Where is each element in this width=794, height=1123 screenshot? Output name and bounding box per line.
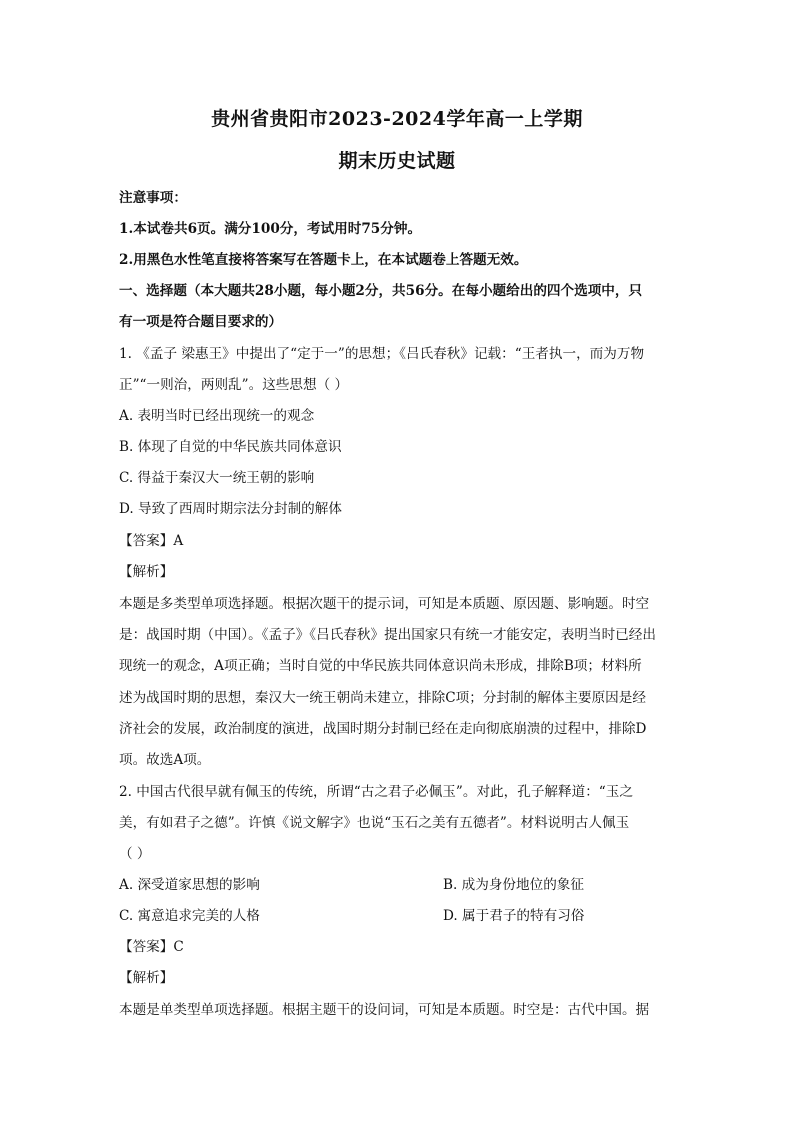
question-2-analysis-label: 【解析】 xyxy=(119,970,174,986)
question-1-analysis-line: 济社会的发展，政治制度的演进，战国时期分封制已经在走向彻底崩溃的过程中，排除D xyxy=(119,721,647,737)
question-1-analysis-line: 述为战国时期的思想，秦汉大一统王朝尚未建立，排除C项；分封制的解体主要原因是经 xyxy=(119,690,646,706)
notice-item-1: 1.本试卷共6页。满分100分，考试用时75分钟。 xyxy=(119,221,422,237)
notice-heading: 注意事项： xyxy=(119,190,187,206)
question-2-option-b: B. 成为身份地位的象征 xyxy=(443,877,584,893)
question-1-analysis-line: 现统一的观念，A项正确；当时自觉的中华民族共同体意识尚未形成，排除B项；材料所 xyxy=(119,658,642,674)
question-1-stem-line2: 正”“一则治，两则乱”。这些思想（ ） xyxy=(119,377,349,393)
question-2-answer: 【答案】C xyxy=(119,939,184,955)
question-2-option-c: C. 寓意追求完美的人格 xyxy=(119,908,260,924)
question-1-analysis-line: 项。故选A项。 xyxy=(119,752,211,768)
question-1-option-d: D. 导致了西周时期宗法分封制的解体 xyxy=(119,501,342,517)
question-2-stem-line1: 2. 中国古代很早就有佩玉的传统，所谓“古之君子必佩玉”。对此，孔子解释道：“玉之 xyxy=(119,784,633,800)
question-1-analysis-line: 本题是多类型单项选择题。根据次题干的提示词，可知是本质题、原因题、影响题。时空 xyxy=(119,596,650,612)
question-2-analysis-line: 本题是单类型单项选择题。根据主题干的设问词，可知是本质题。时空是：古代中国。据 xyxy=(119,1002,650,1018)
question-1-option-c: C. 得益于秦汉大一统王朝的影响 xyxy=(119,470,315,486)
section-heading-line1: 一、选择题（本大题共28小题，每小题2分，共56分。在每小题给出的四个选项中，只 xyxy=(119,283,643,299)
exam-title-line2: 期末历史试题 xyxy=(338,150,456,172)
question-2-stem-line2: 美，有如君子之德”。许慎《说文解字》也说“玉石之美有五德者”。材料说明古人佩玉 xyxy=(119,815,630,831)
question-1-option-b: B. 体现了自觉的中华民族共同体意识 xyxy=(119,439,342,455)
question-2-option-a: A. 深受道家思想的影响 xyxy=(119,877,260,893)
question-1-answer: 【答案】A xyxy=(119,533,184,549)
exam-title-line1: 贵州省贵阳市2023-2024学年高一上学期 xyxy=(211,108,583,130)
question-1-stem-line1: 1. 《孟子 梁惠王》中提出了“定于一”的思想；《吕氏春秋》记载：“王者执一，而为万物 xyxy=(119,346,645,362)
question-2-stem-line3: （ ） xyxy=(119,846,151,862)
question-1-analysis-label: 【解析】 xyxy=(119,564,174,580)
question-2-option-d: D. 属于君子的特有习俗 xyxy=(443,908,585,924)
section-heading-line2: 有一项是符合题目要求的） xyxy=(119,314,283,330)
question-1-analysis-line: 是：战国时期（中国）。《孟子》《吕氏春秋》提出国家只有统一才能安定，表明当时已经出 xyxy=(119,627,656,643)
question-1-option-a: A. 表明当时已经出现统一的观念 xyxy=(119,408,315,424)
notice-item-2: 2.用黑色水性笔直接将答案写在答题卡上，在本试题卷上答题无效。 xyxy=(119,252,528,268)
